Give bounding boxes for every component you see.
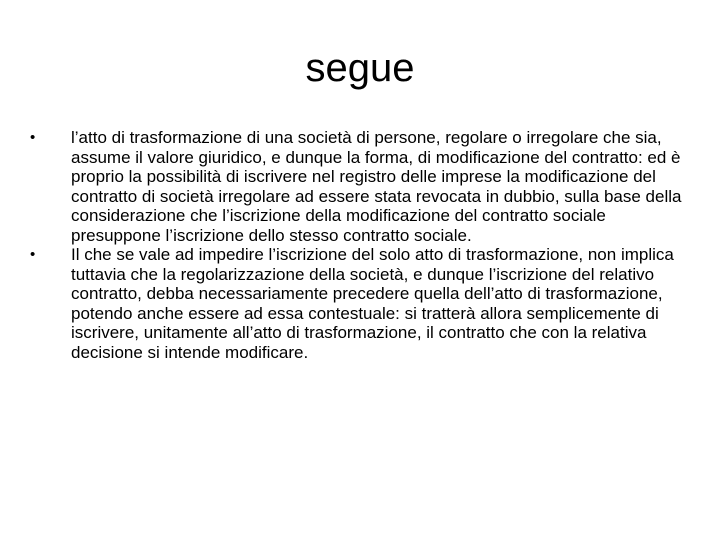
- bullet-icon: •: [30, 246, 36, 263]
- bullet-text: l’atto di trasformazione di una società di persone, regolare o irregolare che sia, assume il valore giuridico, e dunque la forma, di modificazione del contratto: ed è proprio la possibilità di iscrivere nel registro delle imprese la modificazione del contratto di società irregolare ad essere stata revocata in dubbio, sulla base della considerazione che l’iscrizione della modificazione del contratto sociale presuppone l’iscrizione dello stesso contratto sociale.: [71, 128, 682, 245]
- bullet-item: [30, 128, 690, 245]
- bullet-text: Il che se vale ad impedire l’iscrizione del solo atto di trasformazione, non implica tuttavia che la regolarizzazione della società, e dunque l’iscrizione del relativo contratto, debba necessariamente precedere quella dell’atto di trasformazione, potendo anche essere ad essa contestuale: si tratterà allora semplicemente di iscrivere, unitamente all’atto di trasformazione, il contratto che con la relativa decisione si intende modificare.: [71, 245, 674, 362]
- bullet-list: [30, 128, 690, 362]
- bullet-item: [30, 245, 690, 362]
- bullet-icon: •: [30, 129, 36, 146]
- slide-title: segue: [305, 46, 415, 90]
